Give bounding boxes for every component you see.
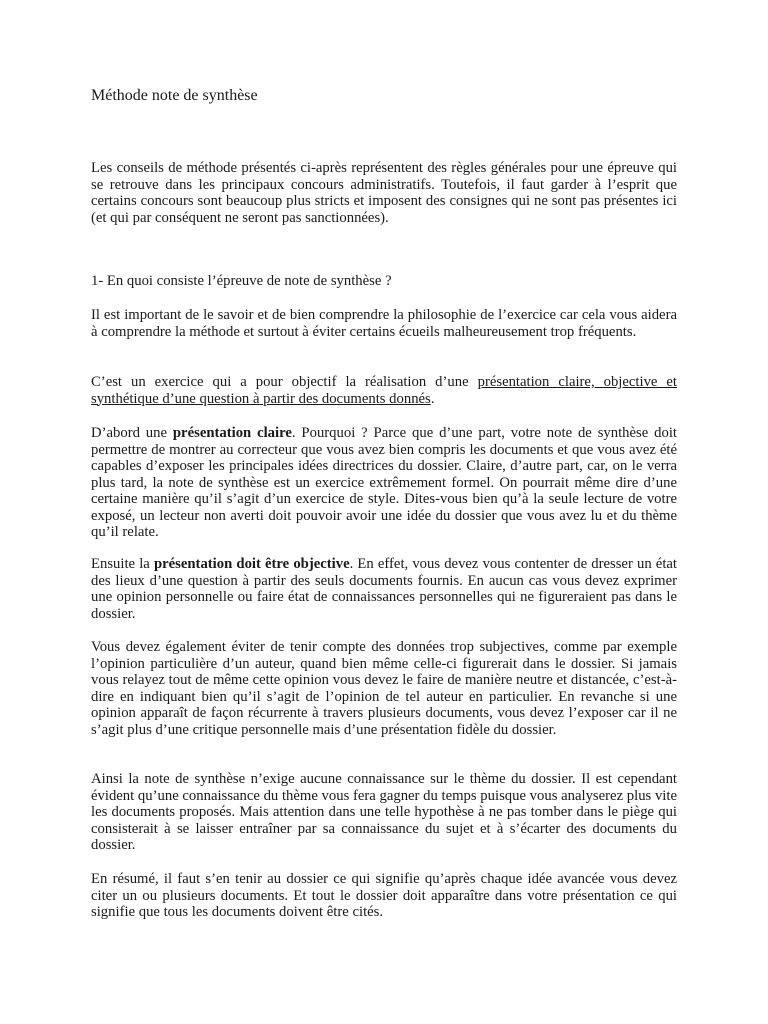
paragraph-subjective-data: Vous devez également éviter de tenir compte des données trop subjectives, comme par exemple l’opinion particulière d’un auteur, quand bien même celle-ci figurerait dans le dossier. Si jamais vous relayez tout de même cette opinion vous devez le faire de manière neutre et distancée, c’est-à-dire en indiquant bien qu’il s’agit de l’opinion de tel auteur en particulier. En revanche si une opinion apparaît de façon récurrente à travers plusieurs documents, vous devez l’exposer car il ne s’agit plus d’une critique personnelle mais d’une présentation fidèle du dossier. xyxy=(91,639,677,738)
paragraph-clear-lead: D’abord une xyxy=(91,425,173,441)
paragraph-summary: En résumé, il faut s’en tenir au dossier ce qui signifie qu’après chaque idée avancée vous devez citer un ou plusieurs documents. Et tout le dossier doit apparaître dans votre présentation ce qui signifie que tous les documents doivent être cités. xyxy=(91,871,677,920)
paragraph-knowledge: Ainsi la note de synthèse n’exige aucune connaissance sur le thème du dossier. Il est cependant évident qu’une connaissance du thème vous fera gagner du temps puisque vous analyserez plus vite les documents proposés. Mais attention dans une telle hypothèse à ne pas tomber dans le piège qui consisterait à se laisser entraîner par sa connaissance du sujet et à s’écarter des documents du dossier. xyxy=(91,771,677,853)
bold-objective-presentation: présentation doit être objective xyxy=(153,556,350,572)
paragraph-objective-body: . En effet, vous devez vous contenter de dresser un état des lieux d’une question à partir des seuls documents fournis. En aucun cas vous devez exprimer une opinion personnelle ou faire état de connaissances personnelles qui ne figureraient pas dans le dossier. xyxy=(91,556,677,622)
paragraph-clear-body: . Pourquoi ? Parce que d’une part, votre note de synthèse doit permettre de montrer au correcteur que vous avez bien compris les documents et que vous avez été capables d’exposer les principales idées directrices du dossier. Claire, d’autre part, car, on le verra plus tard, la note de synthèse est un exercice extrêmement formel. On pourrait même dire d’une certaine manière qu’il s’agit d’un exercice de style. Dites-vous bien qu’à la seule lecture de votre exposé, un lecteur non averti doit pouvoir avoir une idée du dossier que vous avez lu et du thème qu’il relate. xyxy=(91,425,677,540)
paragraph-objective-presentation xyxy=(91,556,677,622)
paragraph-philosophy: Il est important de le savoir et de bien comprendre la philosophie de l’exercice car cela vous aidera à comprendre la méthode et surtout à éviter certains écueils malheureusement trop fréquents. xyxy=(91,307,677,340)
paragraph-objective xyxy=(91,374,677,407)
paragraph-objective-text: C’est un exercice qui a pour objectif la réalisation d’une xyxy=(91,374,478,390)
document-title: Méthode note de synthèse xyxy=(91,87,258,104)
intro-paragraph: Les conseils de méthode présentés ci-après représentent des règles générales pour une épreuve qui se retrouve dans les principaux concours administratifs. Toutefois, il faut garder à l’esprit que certains concours sont beaucoup plus stricts et imposent des consignes qui ne sont pas présentes ici (et qui par conséquent ne seront pas sanctionnées). xyxy=(91,160,677,226)
paragraph-objective-end: . xyxy=(430,390,435,407)
section-heading: 1- En quoi consiste l’épreuve de note de synthèse ? xyxy=(91,273,392,289)
paragraph-objective-lead: Ensuite la xyxy=(91,556,154,572)
underlined-definition: présentation claire, objective et synthétique d’une question à partir des documents donnés xyxy=(91,374,677,407)
bold-clear-presentation: présentation claire xyxy=(172,425,292,441)
paragraph-clear-presentation xyxy=(91,425,677,541)
